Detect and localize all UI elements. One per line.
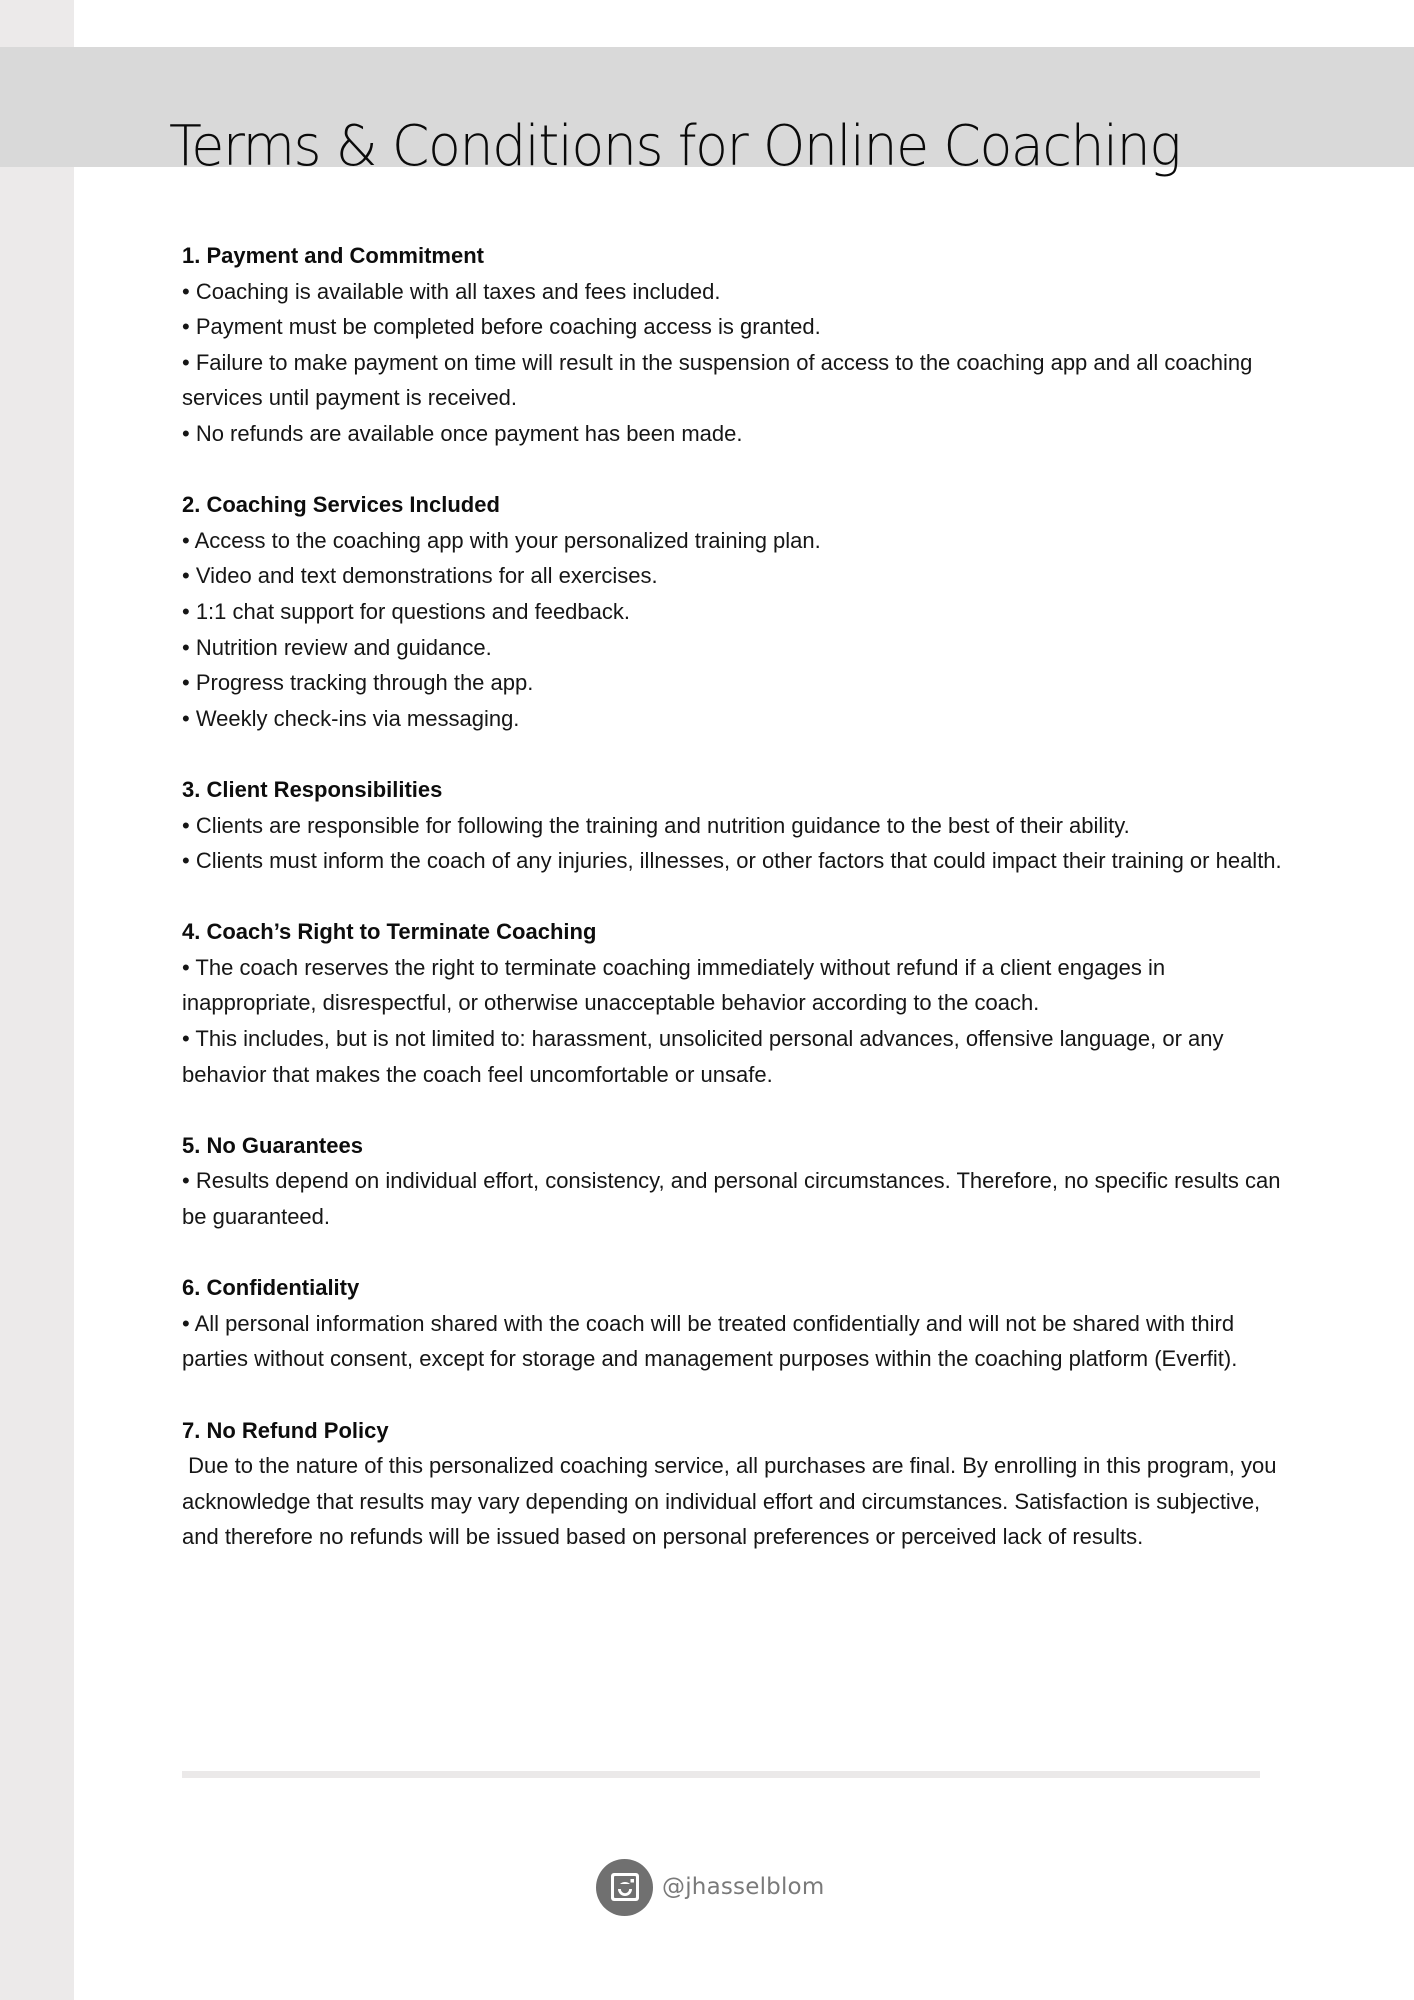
list-item: • The coach reserves the right to terminate coaching immediately without refund if a client engages in inappropriate, disrespectful, or otherwise unacceptable behavior according to the coach. bbox=[182, 954, 1166, 1016]
section-refund-policy bbox=[182, 1413, 1292, 1555]
instagram-icon[interactable] bbox=[596, 1859, 653, 1916]
section-heading: 5. No Guarantees bbox=[182, 1132, 363, 1158]
list-item: • Clients must inform the coach of any injuries, illnesses, or other factors that could impact their training or health. bbox=[182, 848, 1282, 874]
section-services bbox=[182, 487, 1292, 736]
list-item: • Failure to make payment on time will result in the suspension of access to the coaching app and all coaching services until payment is received. bbox=[182, 349, 1253, 411]
social-handle[interactable] bbox=[596, 1858, 824, 1916]
section-payment bbox=[182, 238, 1292, 452]
page-title: Terms & Conditions for Online Coaching bbox=[169, 113, 1181, 179]
section-heading: 7. No Refund Policy bbox=[182, 1417, 389, 1443]
section-heading: 3. Client Responsibilities bbox=[182, 776, 443, 802]
list-item: • No refunds are available once payment has been made. bbox=[182, 420, 743, 446]
section-heading: 4. Coach’s Right to Terminate Coaching bbox=[182, 919, 597, 945]
list-item: • Clients are responsible for following the training and nutrition guidance to the best of their ability. bbox=[182, 812, 1130, 838]
instagram-glyph bbox=[609, 1871, 641, 1903]
section-heading: 1. Payment and Commitment bbox=[182, 243, 484, 268]
section-termination bbox=[182, 914, 1292, 1092]
list-item: • Weekly check-ins via messaging. bbox=[182, 705, 520, 731]
footer-divider bbox=[182, 1771, 1260, 1778]
section-client-responsibilities bbox=[182, 772, 1292, 879]
left-sidebar-strip bbox=[0, 0, 74, 2000]
list-item: • Coaching is available with all taxes and fees included. bbox=[182, 278, 721, 304]
list-item: • Video and text demonstrations for all exercises. bbox=[182, 563, 658, 589]
list-item: • This includes, but is not limited to: harassment, unsolicited personal advances, offensive language, or any behavior that makes the coach feel uncomfortable or unsafe. bbox=[182, 1026, 1224, 1087]
section-heading: 2. Coaching Services Included bbox=[182, 492, 500, 518]
section-no-guarantees bbox=[182, 1128, 1292, 1235]
list-item: • Progress tracking through the app. bbox=[182, 670, 534, 696]
list-item: • Nutrition review and guidance. bbox=[182, 634, 492, 660]
section-confidentiality bbox=[182, 1270, 1292, 1377]
instagram-handle[interactable]: @jhasselblom bbox=[662, 1874, 825, 1900]
paragraph: Due to the nature of this personalized coaching service, all purchases are final. By enrolling in this program, you acknowledge that results may vary depending on individual effort and circumstances. Satisfaction is subjective, and therefore no refunds will be issued based on personal preferences or perceived lack of results. bbox=[182, 1453, 1283, 1550]
terms-content bbox=[182, 238, 1292, 1591]
list-item: • Payment must be completed before coaching access is granted. bbox=[182, 314, 821, 340]
list-item: • All personal information shared with the coach will be treated confidentially and will not be shared with third parties without consent, except for storage and management purposes within the coaching platform (Everfit). bbox=[182, 1310, 1238, 1372]
list-item: • Access to the coaching app with your personalized training plan. bbox=[182, 527, 821, 553]
list-item: • 1:1 chat support for questions and feedback. bbox=[182, 598, 630, 624]
section-heading: 6. Confidentiality bbox=[182, 1275, 360, 1301]
list-item: • Results depend on individual effort, consistency, and personal circumstances. Therefore, no specific results can be guaranteed. bbox=[182, 1168, 1281, 1230]
